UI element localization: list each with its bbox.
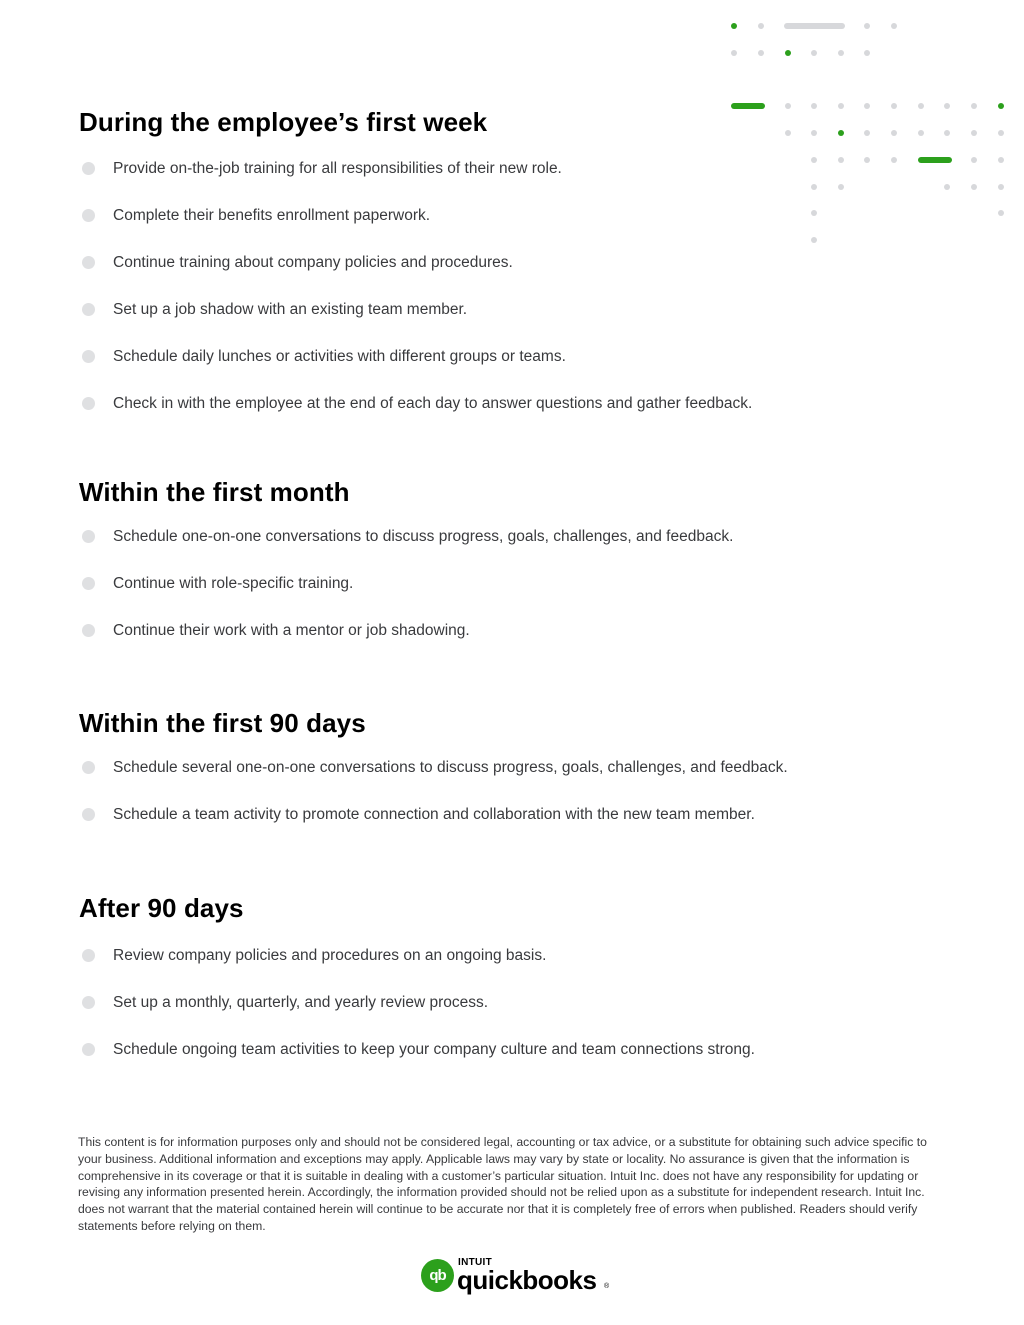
bullet-icon [82, 397, 95, 410]
bullet-icon [82, 624, 95, 637]
registered-mark: ® [604, 1283, 610, 1290]
decor-bar [784, 23, 845, 29]
decor-dot [971, 157, 977, 163]
bullet-icon [82, 350, 95, 363]
decor-dot [891, 23, 897, 29]
decor-dot [998, 103, 1004, 109]
bullet-icon [82, 577, 95, 590]
decor-dot [758, 50, 764, 56]
bullet-icon [82, 996, 95, 1009]
checklist-item-text: Schedule one-on-one conversations to discuss progress, goals, challenges, and feedback. [113, 528, 734, 545]
decor-dot [998, 210, 1004, 216]
checklist-item [79, 1043, 959, 1090]
decor-dot [838, 50, 844, 56]
section-first-90-days [79, 708, 959, 855]
checklist-item-text: Schedule daily lunches or activities with different groups or teams. [113, 348, 566, 365]
bullet-icon [82, 1043, 95, 1056]
checklist-item-text: Review company policies and procedures on an ongoing basis. [113, 947, 547, 964]
checklist-item-text: Schedule a team activity to promote connection and collaboration with the new team member. [113, 806, 755, 823]
section-heading: During the employee’s first week [79, 107, 488, 137]
checklist-item [79, 577, 959, 624]
bullet-icon [82, 761, 95, 774]
checklist-item-text: Provide on-the-job training for all responsibilities of their new role. [113, 160, 562, 177]
checklist-item-text: Continue with role-specific training. [113, 575, 354, 592]
quickbooks-wordmark: quickbooks [457, 1265, 597, 1295]
decor-dot [811, 50, 817, 56]
decor-dot [864, 23, 870, 29]
decor-dot [864, 50, 870, 56]
section-first-month [79, 477, 959, 671]
bullet-icon [82, 303, 95, 316]
checklist-item [79, 624, 959, 671]
checklist-item [79, 162, 959, 209]
checklist-item-text: Complete their benefits enrollment paperwork. [113, 207, 431, 224]
bullet-icon [82, 808, 95, 821]
intuit-wordmark: INTUIT [458, 1257, 493, 1268]
decor-dot [785, 50, 791, 56]
checklist-item-text: Set up a monthly, quarterly, and yearly review process. [113, 994, 489, 1011]
checklist-item-text: Check in with the employee at the end of each day to answer questions and gather feedback. [113, 395, 753, 412]
checklist-item [79, 303, 959, 350]
checklist-item [79, 397, 959, 444]
decor-dot [758, 23, 764, 29]
bullet-icon [82, 949, 95, 962]
bullet-icon [82, 209, 95, 222]
section-heading: Within the first month [79, 477, 350, 507]
checklist-item [79, 996, 959, 1043]
checklist-item-text: Schedule ongoing team activities to keep your company culture and team connections strong. [113, 1041, 755, 1058]
bullet-icon [82, 256, 95, 269]
decor-dot [971, 184, 977, 190]
section-first-week [79, 107, 959, 444]
decor-dot [731, 50, 737, 56]
section-heading: Within the first 90 days [79, 708, 366, 738]
decor-dot [971, 103, 977, 109]
checklist-item [79, 530, 959, 577]
bullet-icon [82, 162, 95, 175]
checklist-item-text: Continue training about company policies and procedures. [113, 254, 513, 271]
checklist-item [79, 256, 959, 303]
quickbooks-logo-icon: qb [421, 1259, 454, 1292]
decor-dot [998, 157, 1004, 163]
checklist-item [79, 949, 959, 996]
checklist-item-text: Set up a job shadow with an existing team member. [113, 301, 468, 318]
decor-dot [731, 23, 737, 29]
decor-dot [998, 130, 1004, 136]
decor-dot [971, 130, 977, 136]
legal-disclaimer: This content is for information purposes only and should not be considered legal, accounting or tax advice, or a substitute for obtaining such advice specific to your business. Additional information and exceptions may apply. Applicable laws may vary by state or locality. No assurance is given that the information is comprehensive in its coverage or that it is suitable in dealing with a customer’s particular situation. Intuit Inc. does not have any responsibility for updating or revising any information presented herein. Accordingly, the information provided should not be relied upon as a substitute for independent research. Intuit Inc. does not warrant that the material contained herein will continue to be accurate nor that it is completely free of errors when published. Readers should verify statements before relying on them. [78, 1135, 927, 1233]
checklist-item [79, 761, 959, 808]
checklist-item [79, 808, 959, 855]
checklist-item [79, 350, 959, 397]
checklist-item [79, 209, 959, 256]
checklist-item-text: Schedule several one-on-one conversations to discuss progress, goals, challenges, and feedback. [113, 759, 788, 776]
quickbooks-logo [421, 1257, 621, 1295]
section-after-90-days [79, 893, 959, 1090]
checklist-item-text: Continue their work with a mentor or job shadowing. [113, 622, 470, 639]
section-heading: After 90 days [79, 893, 244, 923]
decor-dot [998, 184, 1004, 190]
bullet-icon [82, 530, 95, 543]
